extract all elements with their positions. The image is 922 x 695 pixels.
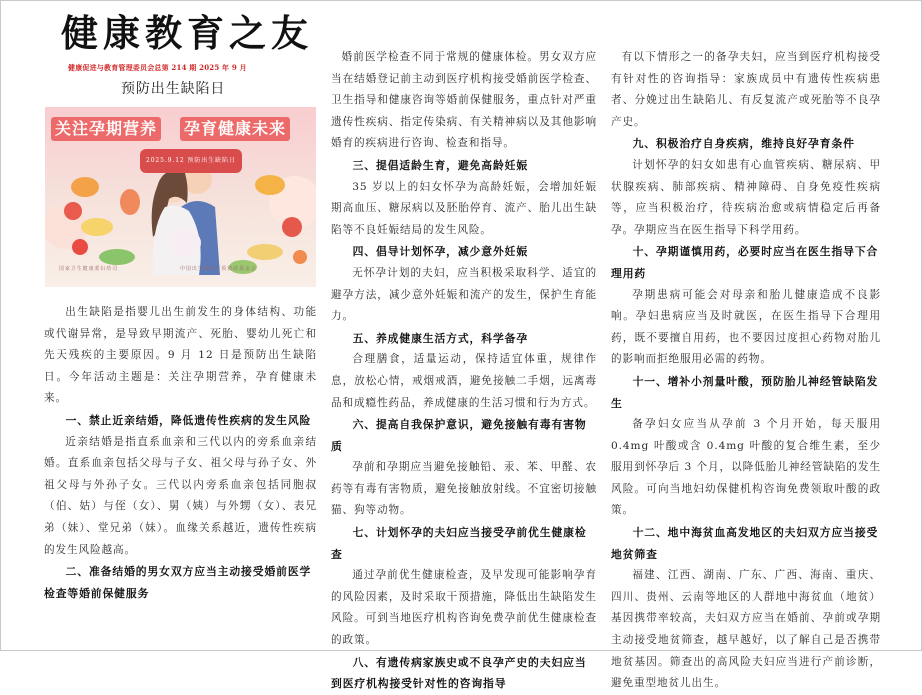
page-subtitle: 预防出生缺陷日 [121, 81, 226, 97]
section-10-title: 十、孕期谨慎用药，必要时应当在医生指导下合理用药 [611, 245, 879, 280]
section-6-title: 六、提高自我保护意识，避免接触有毒有害物质 [331, 418, 587, 453]
section-11-body: 备孕妇女应当从孕前 3 个月开始，每天服用 0.4mg 叶酸或含 0.4mg 叶酸的复合维生素，至少服用到怀孕后 3 个月，以降低胎儿神经管缺陷的发生风险。可向当地妇幼保健机构咨询免费领取叶酸的政策。 [611, 418, 881, 517]
section-5-body: 合理膳食，适量运动，保持适宜体重，规律作息，放松心情，戒烟戒酒，避免接触二手烟，远离毒品和成瘾性药品，养成健康的生活习惯和行为方式。 [331, 353, 597, 409]
section-9-body: 计划怀孕的妇女如患有心血管疾病、糖尿病、甲状腺疾病、肺部疾病、精神障碍、自身免疫性疾病等，应当积极治疗，待疾病治愈或病情稳定后再备孕。孕期应当在医生指导下科学用药。 [611, 158, 881, 236]
section-1-body: 近亲结婚是指直系血亲和三代以内的旁系血亲结婚。直系血亲包括父母与子女、祖父母与孙子女、外祖父母与外孙子女。三代以内旁系血亲包括同胞叔（伯、姑）与侄（女）、舅（姨）与外甥（女）、表兄弟（妹）、堂兄弟（妹）。血缘关系越近，遗传性疾病的发生风险越高。 [44, 435, 317, 556]
section-4-title: 四、倡导计划怀孕，减少意外妊娠 [352, 245, 529, 259]
section-3-body: 35 岁以上的妇女怀孕为高龄妊娠，会增加妊娠期高血压、糖尿病以及胚胎停育、流产、胎儿出生缺陷等不良妊娠结局的发生风险。 [331, 180, 597, 236]
section-2-title: 二、准备结婚的男女双方应当主动接受婚前医学检查等婚前保健服务 [44, 565, 312, 600]
section-7-body: 通过孕前优生健康检查，及早发现可能影响孕育的风险因素，及时采取干预措施，降低出生缺陷发生风险。可到当地医疗机构咨询免费孕前优生健康检查的政策。 [331, 569, 597, 647]
section-2-body: 婚前医学检查不同于常规的健康体检。男女双方应当在结婚登记前主动到医疗机构接受婚前医学检查、卫生指导和健康咨询等婚前保健服务，重点针对严重遗传性疾病、指定传染病、有关精神病以及其他影响婚育的疾病进行咨询、检查和指导。 [331, 51, 597, 150]
section-7-title: 七、计划怀孕的夫妇应当接受孕前优生健康检查 [331, 526, 587, 561]
poster-image [45, 107, 316, 287]
poster-date-badge: 2025.9.12 预防出生缺陷日 [140, 149, 242, 173]
section-4-body: 无怀孕计划的夫妇，应当积极采取科学、适宜的避孕方法，减少意外妊娠和流产的发生，保护生育能力。 [331, 266, 597, 323]
masthead-title: 健康教育之友 [61, 11, 313, 55]
section-10-body: 孕期患病可能会对母亲和胎儿健康造成不良影响。孕妇患病应当及时就医，在医生指导下合理用药，既不要擅自用药，也不要因过度担心药物对胎儿的影响而拒绝服用必需的药物。 [611, 288, 881, 366]
issue-line: 健康促进与教育管理委员会总第 214 期 2025 年 9 月 [68, 63, 247, 72]
intro-paragraph: 出生缺陷是指婴儿出生前发生的身体结构、功能或代谢异常，是导致早期流产、死胎、婴幼儿死亡和先天残疾的主要原因。9 月 12 日是预防出生缺陷日。今年活动主题是：关注孕期营养，孕育健康未来。 [44, 306, 317, 405]
poster-slogan-right: 孕育健康未来 [180, 117, 290, 141]
section-3-title: 三、提倡适龄生育，避免高龄妊娠 [352, 158, 529, 172]
column-3 [611, 47, 881, 695]
section-8-body: 有以下情形之一的备孕夫妇，应当到医疗机构接受有针对性的咨询指导：家族成员中有遗传性疾病患者、分娩过出生缺陷儿、有反复流产或死胎等不良孕产史。 [611, 51, 881, 128]
section-5-title: 五、养成健康生活方式，科学备孕 [352, 331, 529, 345]
section-12-title: 十二、地中海贫血高发地区的夫妇双方应当接受地贫筛查 [611, 526, 879, 561]
section-9-title: 九、积极治疗自身疾病，维持良好孕育条件 [632, 137, 855, 151]
section-11-title: 十一、增补小剂量叶酸，预防胎儿神经管缺陷发生 [611, 374, 879, 410]
column-2 [331, 47, 597, 695]
poster-slogan-left: 关注孕期营养 [51, 117, 161, 141]
poster-footer-left: 国家卫生健康委妇幼司 [59, 266, 119, 273]
section-8-title: 八、有遗传病家族史或不良孕产史的夫妇应当到医疗机构接受针对性的咨询指导 [331, 655, 587, 691]
section-6-body: 孕前和孕期应当避免接触铅、汞、苯、甲醛、农药等有毒有害物质，避免接触放射线。不宜密切接触猫、狗等动物。 [331, 461, 597, 517]
poster-footer-right: 中国出生缺陷干预救助基金会 [180, 266, 257, 273]
section-12-body: 福建、江西、湖南、广东、广西、海南、重庆、四川、贵州、云南等地区的人群地中海贫血（地贫）基因携带率较高，夫妇双方应当在婚前、孕前或孕期主动接受地贫筛查，越早越好，以了解自己是否携带地贫基因。筛查出的高风险夫妇应当进行产前诊断，避免重型地贫儿出生。 [611, 569, 881, 690]
column-1 [44, 11, 317, 604]
section-1-title: 一、禁止近亲结婚，降低遗传性疾病的发生风险 [65, 413, 312, 427]
